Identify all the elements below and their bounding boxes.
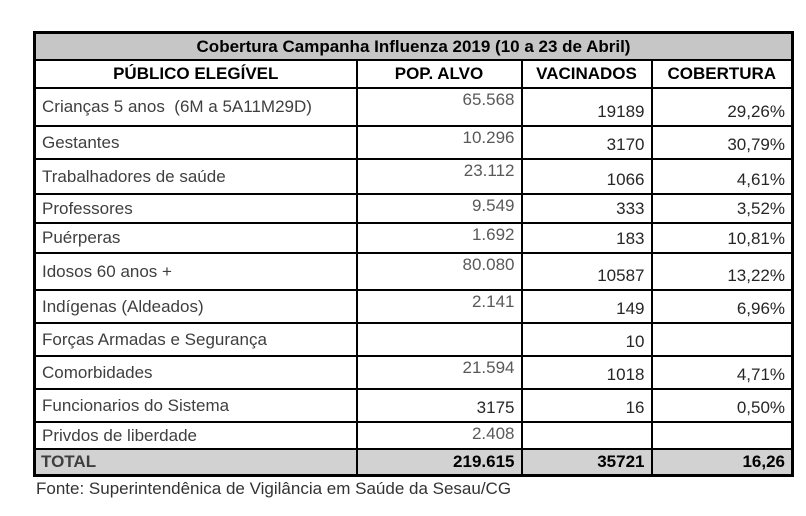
cell-publico: Funcionarios do Sistema — [35, 389, 357, 422]
cell-publico: Privdos de liberdade — [35, 422, 357, 449]
cell-vacinados: 10587 — [522, 253, 652, 290]
cell-cobertura: 3,52% — [652, 194, 793, 223]
cell-cobertura: 4,61% — [652, 159, 793, 194]
table-row — [35, 194, 793, 223]
cell-cobertura: 30,79% — [652, 126, 793, 159]
cell-vacinados: 3170 — [522, 126, 652, 159]
total-row — [35, 449, 793, 475]
cell-publico: Trabalhadores de saúde — [35, 159, 357, 194]
cell-publico: Indígenas (Aldeados) — [35, 290, 357, 323]
cell-vacinados: 183 — [522, 223, 652, 253]
cell-pop-alvo: 2.141 — [357, 290, 522, 323]
cell-vacinados: 19189 — [522, 88, 652, 126]
column-header-vacinados: VACINADOS — [522, 60, 652, 88]
cell-pop-alvo: 1.692 — [357, 223, 522, 253]
cell-pop-alvo: 10.296 — [357, 126, 522, 159]
cell-vacinados: 1066 — [522, 159, 652, 194]
table-row — [35, 126, 793, 159]
cell-publico: Idosos 60 anos + — [35, 253, 357, 290]
cell-pop-alvo: 80.080 — [357, 253, 522, 290]
total-label: TOTAL — [35, 449, 357, 475]
table-row — [35, 290, 793, 323]
table-row — [35, 323, 793, 356]
cell-vacinados: 16 — [522, 389, 652, 422]
table-row — [35, 422, 793, 449]
table-title-row — [35, 33, 793, 61]
cell-vacinados: 10 — [522, 323, 652, 356]
cell-pop-alvo — [357, 323, 522, 356]
total-cobertura: 16,26 — [652, 449, 793, 475]
cell-publico: Forças Armadas e Segurança — [35, 323, 357, 356]
cell-pop-alvo: 65.568 — [357, 88, 522, 126]
cell-pop-alvo: 9.549 — [357, 194, 522, 223]
influenza-coverage-table — [33, 31, 794, 477]
cell-vacinados — [522, 422, 652, 449]
table-row — [35, 159, 793, 194]
column-header-pop-alvo: POP. ALVO — [357, 60, 522, 88]
total-pop-alvo: 219.615 — [357, 449, 522, 475]
source-note: Fonte: Superintendênica de Vigilância em Saúde da Sesau/CG — [36, 479, 512, 498]
column-header-row — [35, 60, 793, 88]
total-vacinados: 35721 — [522, 449, 652, 475]
cell-publico: Crianças 5 anos (6M a 5A11M29D) — [35, 88, 357, 126]
cell-cobertura — [652, 323, 793, 356]
cell-publico: Puérperas — [35, 223, 357, 253]
cell-vacinados: 333 — [522, 194, 652, 223]
cell-cobertura: 4,71% — [652, 356, 793, 389]
cell-pop-alvo: 23.112 — [357, 159, 522, 194]
table-row — [35, 223, 793, 253]
column-header-cobertura: COBERTURA — [652, 60, 793, 88]
table-row — [35, 356, 793, 389]
table-title: Cobertura Campanha Influenza 2019 (10 a 23 de Abril) — [35, 33, 793, 61]
cell-pop-alvo: 21.594 — [357, 356, 522, 389]
cell-publico: Professores — [35, 194, 357, 223]
cell-pop-alvo: 2.408 — [357, 422, 522, 449]
cell-publico: Comorbidades — [35, 356, 357, 389]
cell-cobertura: 0,50% — [652, 389, 793, 422]
cell-cobertura: 13,22% — [652, 253, 793, 290]
cell-cobertura: 29,26% — [652, 88, 793, 126]
column-header-publico-elegivel: PÚBLICO ELEGÍVEL — [35, 60, 357, 88]
cell-cobertura — [652, 422, 793, 449]
table-row — [35, 253, 793, 290]
cell-cobertura: 10,81% — [652, 223, 793, 253]
table-row — [35, 88, 793, 126]
cell-pop-alvo: 3175 — [357, 389, 522, 422]
cell-cobertura: 6,96% — [652, 290, 793, 323]
cell-publico: Gestantes — [35, 126, 357, 159]
table-row — [35, 389, 793, 422]
cell-vacinados: 149 — [522, 290, 652, 323]
cell-vacinados: 1018 — [522, 356, 652, 389]
